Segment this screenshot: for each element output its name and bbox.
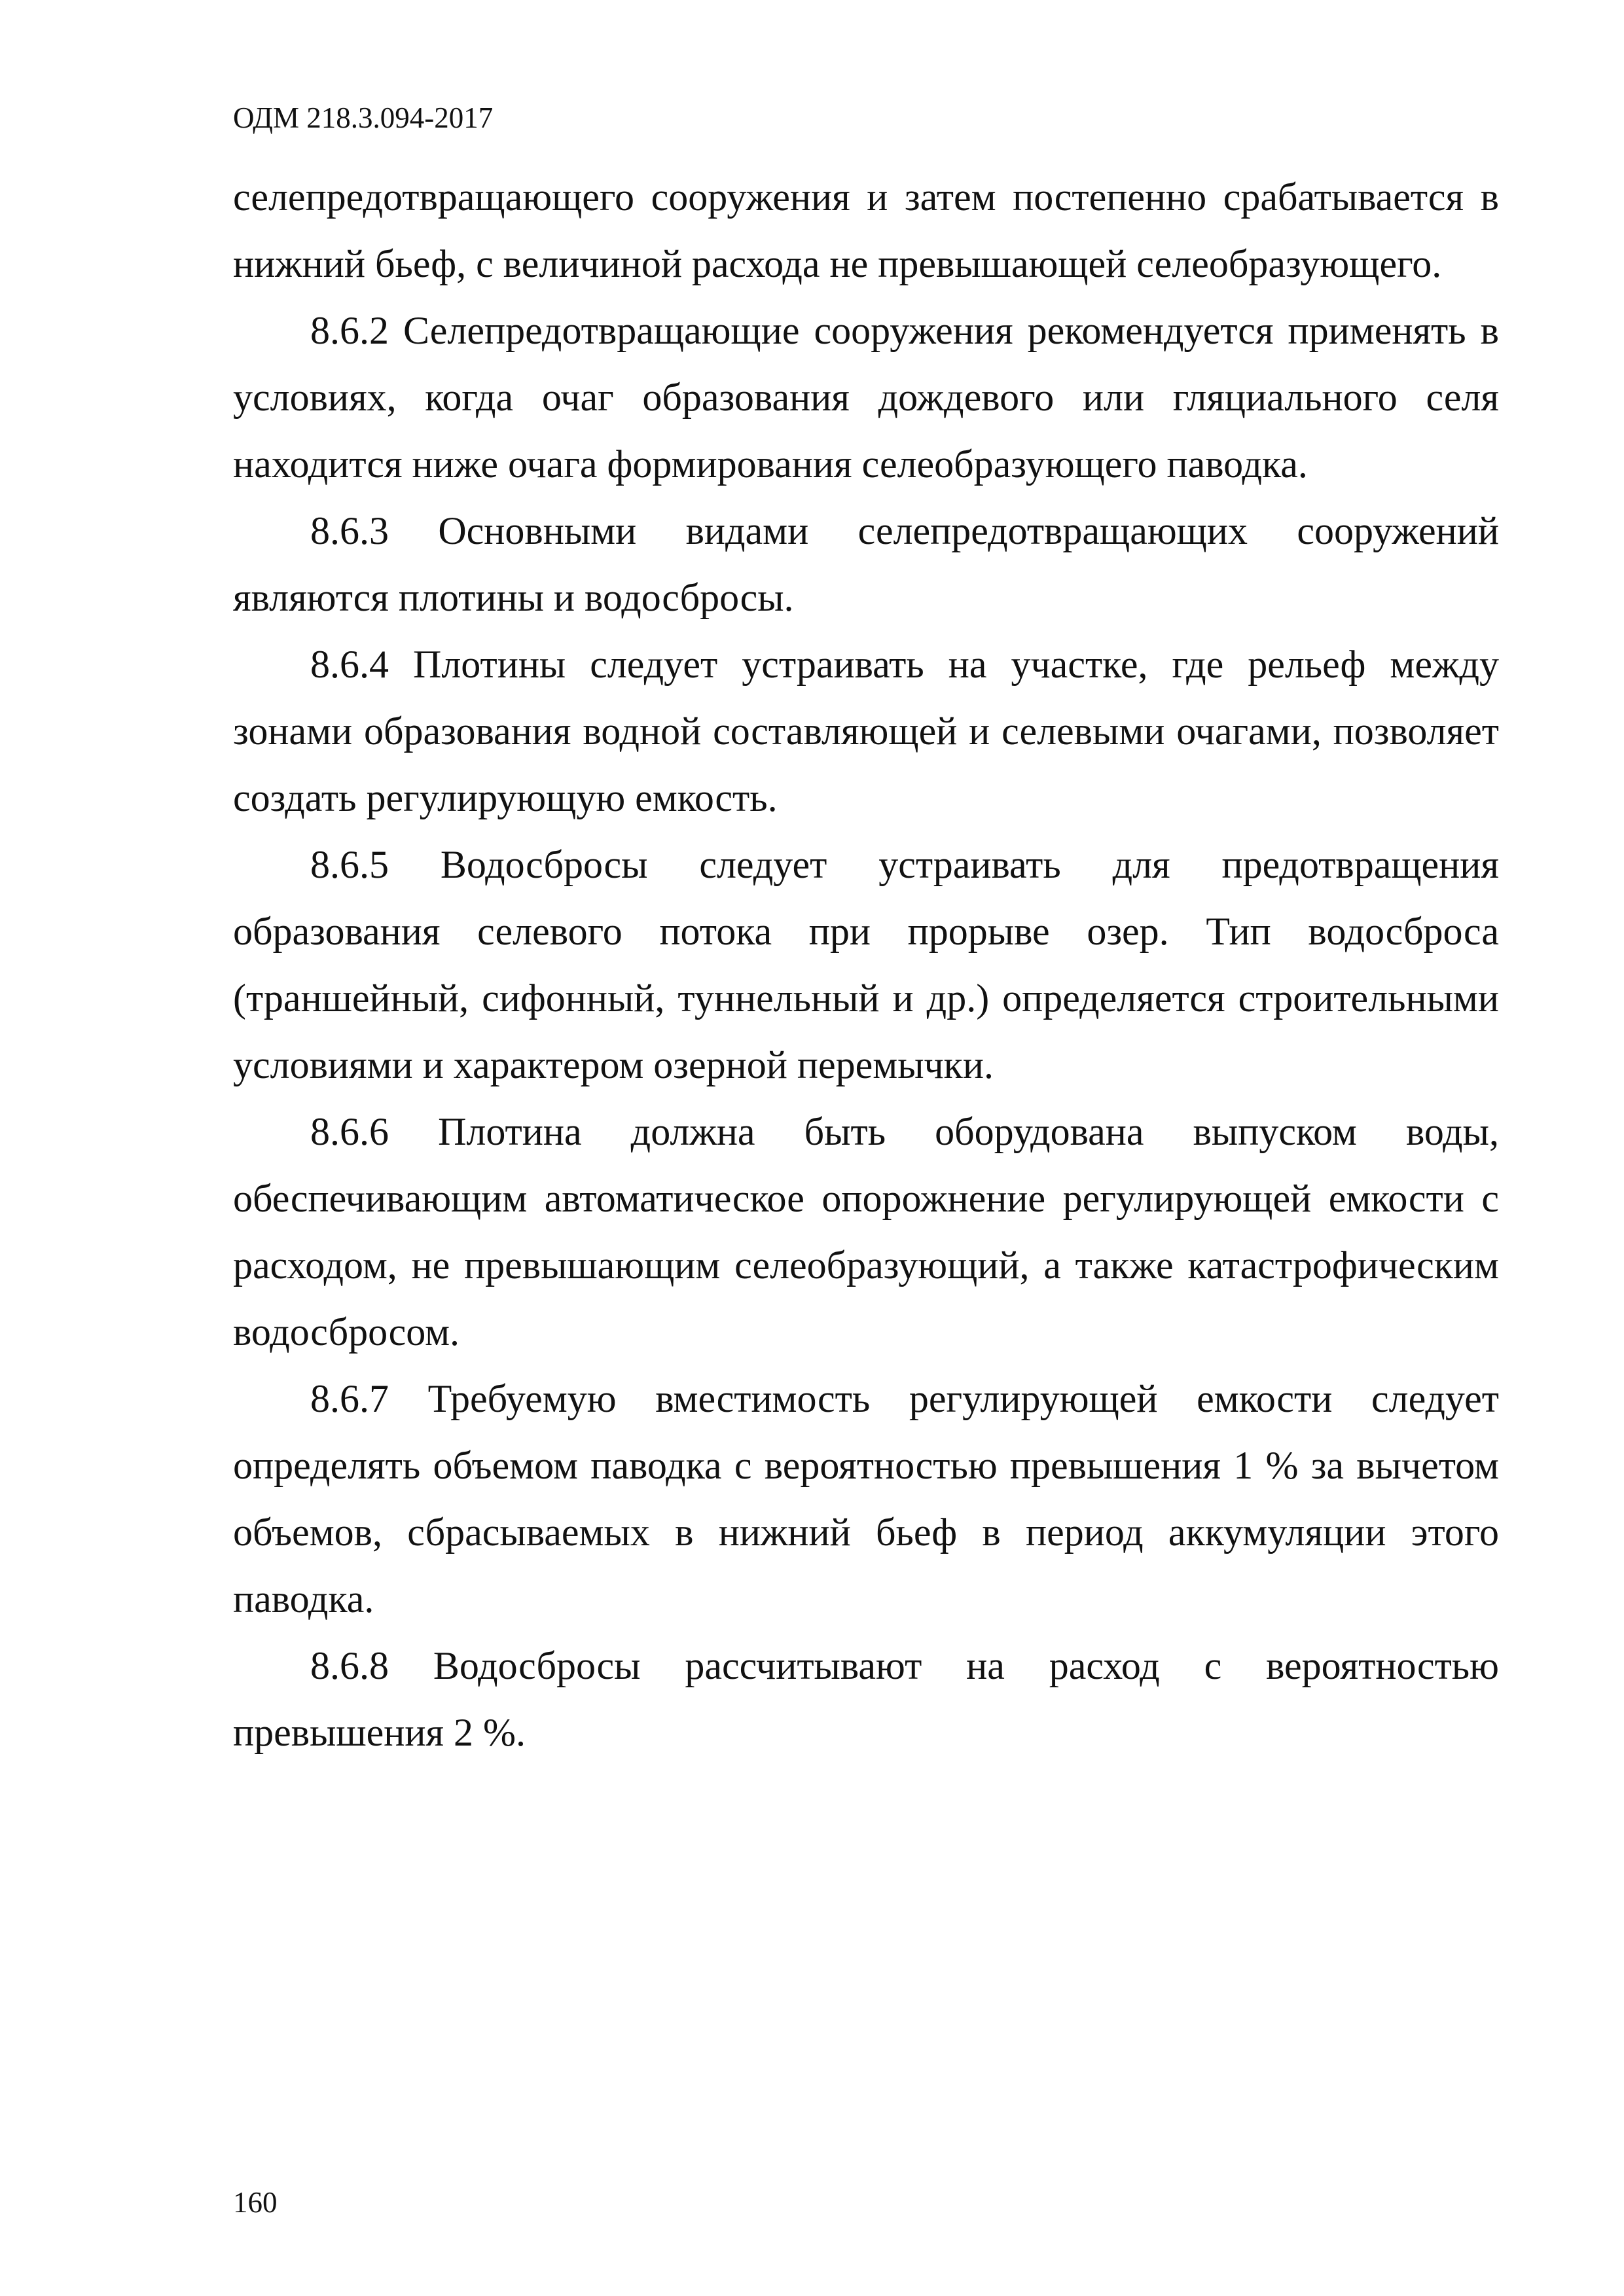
paragraph-8-6-2: 8.6.2 Селепредотвращающие сооружения рекомендуется применять в условиях, когда очаг образования дождевого или гляциального селя находится ниже очага формирования селеобразующего паводка. — [233, 309, 1499, 486]
paragraph-continuation: селепредотвращающего сооружения и затем постепенно срабатывается в нижний бьеф, с величиной расхода не превышающей селеобразующего. — [233, 175, 1499, 285]
paragraph-8-6-6: 8.6.6 Плотина должна быть оборудована выпуском воды, обеспечивающим автоматическое опорожнение регулирующей емкости с расходом, не превышающим селеобразующий, а также катастрофическим водосбросом. — [233, 1110, 1499, 1354]
paragraph-8-6-5: 8.6.5 Водосбросы следует устраивать для предотвращения образования селевого потока при прорыве озер. Тип водосброса (траншейный, сифонный, туннельный и др.) определяется строительными условиями и характером озерной перемычки. — [233, 843, 1499, 1086]
paragraph-8-6-8: 8.6.8 Водосбросы рассчитывают на расход с вероятностью превышения 2 %. — [233, 1644, 1499, 1754]
page-number: 160 — [233, 2186, 278, 2219]
paragraph-8-6-3: 8.6.3 Основными видами селепредотвращающих сооружений являются плотины и водосбросы. — [233, 509, 1499, 619]
document-code-header: ОДМ 218.3.094-2017 — [233, 101, 494, 134]
paragraph-8-6-4: 8.6.4 Плотины следует устраивать на участке, где рельеф между зонами образования водной составляющей и селевыми очагами, позволяет создать регулирующую емкость. — [233, 643, 1499, 819]
document-body — [233, 164, 1499, 1766]
paragraph-8-6-7: 8.6.7 Требуемую вместимость регулирующей емкости следует определять объемом паводка с вероятностью превышения 1 % за вычетом объемов, сбрасываемых в нижний бьеф в период аккумуляции этого паводка. — [233, 1377, 1499, 1621]
